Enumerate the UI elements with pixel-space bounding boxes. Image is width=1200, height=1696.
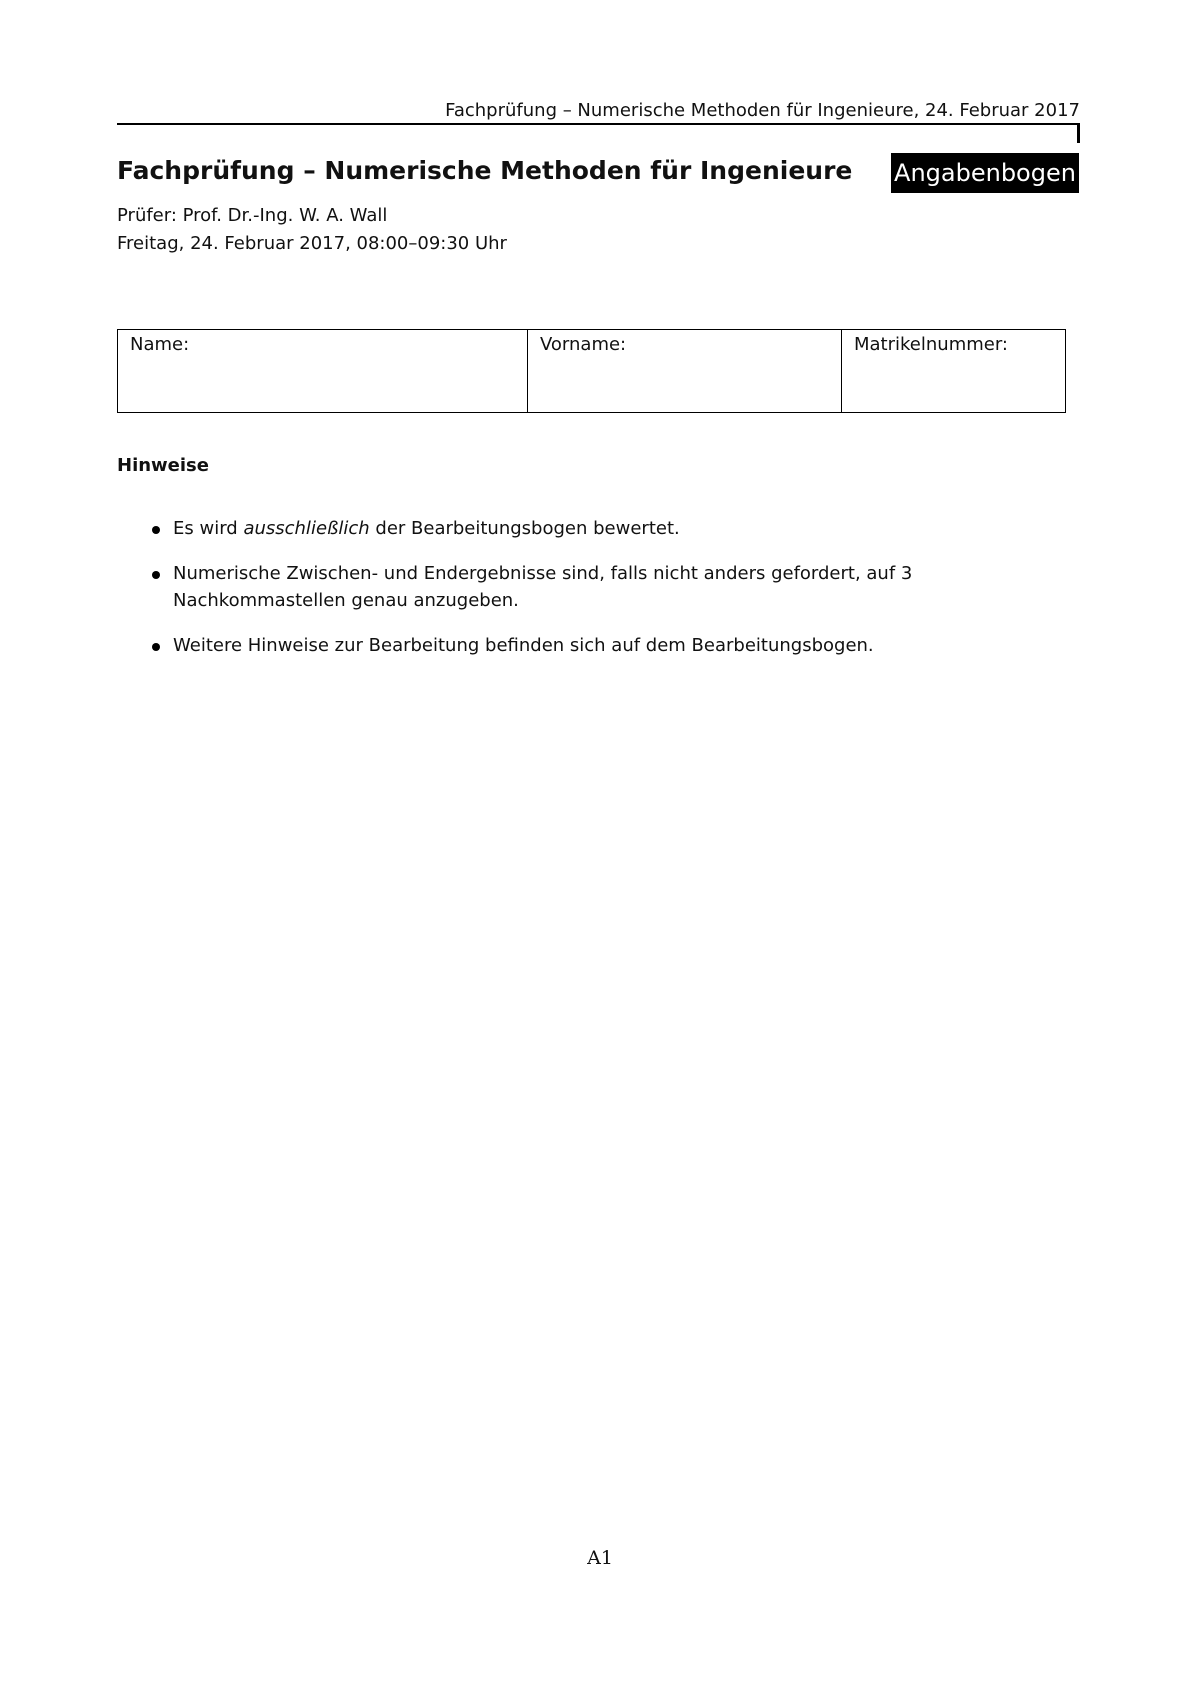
running-header: Fachprüfung – Numerische Methoden für Ingenieure, 24. Februar 2017 (445, 100, 1080, 121)
name-field[interactable] (118, 330, 528, 413)
note-1-text-start: Es wird (173, 518, 244, 539)
vorname-field[interactable] (528, 330, 842, 413)
student-id-table (117, 329, 1066, 413)
list-item (150, 560, 1085, 614)
bullet-icon (152, 571, 160, 579)
note-1-emphasis: ausschließlich (243, 518, 370, 539)
notes-heading: Hinweise (117, 455, 209, 476)
examiner-line: Prüfer: Prof. Dr.-Ing. W. A. Wall (117, 205, 388, 226)
vorname-label: Vorname: (540, 334, 627, 355)
notes-list (150, 515, 1085, 677)
list-item (150, 515, 1085, 542)
list-item (150, 632, 1085, 659)
matrikel-label: Matrikelnummer: (854, 334, 1008, 355)
header-rule (117, 123, 1080, 125)
header-rule-tick (1077, 123, 1080, 143)
exam-date-line: Freitag, 24. Februar 2017, 08:00–09:30 Uhr (117, 233, 507, 254)
note-2-text: Numerische Zwischen- und Endergebnisse sind, falls nicht anders gefordert, auf 3 Nachkommastellen genau anzugeben. (173, 563, 913, 611)
note-3-text: Weitere Hinweise zur Bearbeitung befinden sich auf dem Bearbeitungsbogen. (173, 635, 874, 656)
page-number: A1 (587, 1547, 613, 1569)
name-label: Name: (130, 334, 190, 355)
note-1-text-end: der Bearbeitungsbogen bewertet. (369, 518, 680, 539)
document-title: Fachprüfung – Numerische Methoden für Ingenieure (117, 156, 853, 185)
sheet-type-badge: Angabenbogen (891, 153, 1079, 193)
bullet-icon (152, 643, 160, 651)
bullet-icon (152, 526, 160, 534)
matrikel-field[interactable] (842, 330, 1066, 413)
